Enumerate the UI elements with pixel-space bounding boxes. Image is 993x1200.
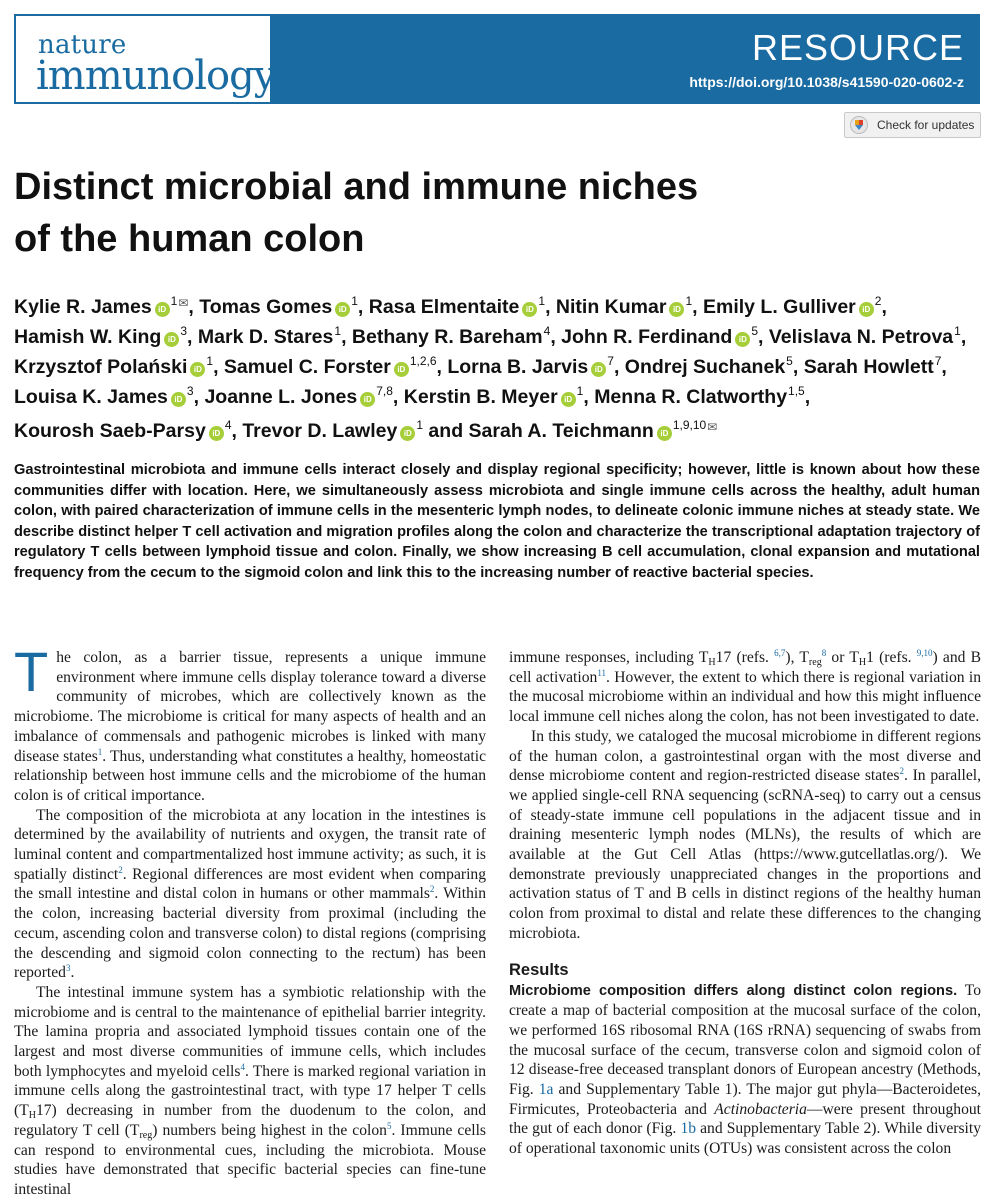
orcid-icon[interactable]: iD: [561, 392, 576, 407]
author-name: Lorna B. Jarvis: [447, 356, 589, 378]
paragraph-immune-system: The intestinal immune system has a symbiotic relationship with the microbiome and is central to the maintenance of epithelial barrier integrity. The lamina propria and associated lymphoid tissues contain one of the largest and most diverse communities of immune cells, which includes both lymphocytes and myeloid cells$^4$. There is marked regional variation in immune cells along the gastrointestinal tract, with type 17 helper T cells $(T_H17)$ decreasing in number from the duodenum to the colon, and regulatory T cell $(T_{reg})$ numbers being highest in the colon$^5$. Immune cells can respond to environmental cues, including the microbiota. Mouse studies have demonstrated that specific bacterial species can fine-tune intestinal: [14, 983, 486, 1198]
affiliation-number: 4: [543, 324, 551, 338]
orcid-icon[interactable]: iD: [591, 362, 606, 377]
paragraph-microbiome-composition: Microbiome composition differs along distinct colon regions. To create a map of bacterial composition at the mucosal surface of the colon, we performed 16S ribosomal RNA (16S rRNA) sequencing of swabs from the mucosal surface of the cecum, transverse colon and sigmoid colon of 12 disease-free deceased transplant donors of European ancestry (Methods, Fig. 1a and Supplementary Table 1). The major gut phyla—Bacteroidetes, Firmicutes, Proteobacteria and Actinobacteria—were present throughout the gut of each donor (Fig. 1b and Supplementary Table 2). While diversity of operational taxonomic units (OTUs) was consistent across the colon: [509, 981, 982, 1158]
author-name: Sarah A. Teichmann: [468, 420, 654, 442]
orcid-icon[interactable]: iD: [164, 332, 179, 347]
orcid-icon[interactable]: iD: [155, 302, 170, 317]
author[interactable]: [198, 326, 347, 348]
orcid-icon[interactable]: iD: [171, 392, 186, 407]
author-name: Tomas Gomes: [199, 296, 333, 318]
affiliation-number: 4: [224, 418, 232, 432]
affiliation-number: 7,8: [376, 384, 393, 398]
author-separator: ,: [881, 296, 887, 318]
author-separator: ,: [960, 326, 967, 348]
author[interactable]: [594, 386, 810, 408]
author-name: Kylie R. James: [14, 296, 152, 318]
author[interactable]: [14, 296, 194, 318]
journal-banner: [14, 14, 980, 104]
orcid-icon[interactable]: iD: [190, 362, 205, 377]
affiliation-number: 1: [416, 418, 424, 432]
affiliation-number: 5: [751, 324, 759, 338]
author-separator: ,: [692, 296, 698, 318]
gut-cell-atlas-link[interactable]: https://www.gutcellatlas.org/: [759, 846, 939, 864]
author-separator: and: [423, 420, 464, 442]
author-name: Ondrej Suchanek: [624, 356, 786, 378]
reference-link[interactable]: 6,7: [774, 648, 786, 658]
drop-cap: T: [14, 640, 49, 703]
author-name: Joanne L. Jones: [204, 386, 358, 408]
orcid-icon[interactable]: iD: [360, 392, 375, 407]
crossmark-icon: [850, 116, 868, 134]
author[interactable]: [556, 296, 698, 318]
article-title: [14, 161, 814, 265]
affiliation-number: 1: [170, 294, 178, 308]
affiliation-number: 1: [334, 324, 342, 338]
check-for-updates-button[interactable]: [844, 112, 981, 138]
orcid-icon[interactable]: iD: [209, 426, 224, 441]
paragraph-this-study: In this study, we cataloged the mucosal microbiome in different regions of the human colon, a gastrointestinal organ with the most diverse and dense microbiome content and region-restricted disease states$^2$. In parallel, we applied single-cell RNA sequencing (scRNA-seq) to carry out a census of steady-state immune cell populations in the adjacent tissue and in draining mesenteric lymph nodes (MLNs), the results of which are available at the Gut Cell Atlas (https://www.gutcellatlas.org/). We demonstrate previously unappreciated changes in the proportions and activation status of T and B cells in distinct regions of the healthy human colon from proximal to distal and relate these differences to the changing microbiota.: [509, 727, 981, 942]
reference-link[interactable]: 2: [899, 766, 904, 777]
affiliation-number: 1: [685, 294, 693, 308]
affiliation-number: 1: [576, 384, 584, 398]
author-separator: ,: [758, 326, 764, 348]
author-separator: ,: [193, 386, 200, 408]
reference-link[interactable]: 5: [386, 1120, 392, 1131]
orcid-icon[interactable]: iD: [394, 362, 409, 377]
author[interactable]: [769, 326, 966, 348]
orcid-icon[interactable]: iD: [522, 302, 537, 317]
author-separator: ,: [613, 356, 620, 378]
body-column-right: [509, 648, 981, 1159]
orcid-icon[interactable]: iD: [669, 302, 684, 317]
reference-link[interactable]: 2: [118, 864, 123, 875]
author-separator: ,: [436, 356, 442, 378]
orcid-icon[interactable]: iD: [735, 332, 750, 347]
author[interactable]: [703, 296, 887, 318]
subsection-heading: Microbiome composition differs along distinct colon regions.: [509, 982, 958, 999]
affiliation-number: 3: [186, 384, 194, 398]
reference-link[interactable]: 8: [821, 648, 827, 658]
logo-immunology-text: immunology: [36, 53, 276, 99]
author[interactable]: [204, 386, 398, 408]
author-name: Hamish W. King: [14, 326, 162, 348]
author[interactable]: [242, 420, 463, 442]
author-name: Emily L. Gulliver: [702, 296, 856, 318]
author-separator: ,: [941, 356, 947, 378]
author-separator: ,: [583, 386, 589, 408]
author-separator: ,: [392, 386, 399, 408]
author-name: John R. Ferdinand: [561, 326, 733, 348]
author-separator: ,: [545, 296, 551, 318]
reference-link[interactable]: 1: [97, 746, 103, 757]
envelope-icon[interactable]: ✉: [707, 420, 718, 434]
journal-logo[interactable]: [16, 16, 276, 102]
author-name: Velislava N. Petrova: [768, 326, 954, 348]
author-name: Bethany R. Bareham: [351, 326, 543, 348]
figure-link[interactable]: 1a: [538, 1081, 554, 1099]
author[interactable]: [404, 386, 589, 408]
author-name: Kourosh Saeb-Parsy: [14, 420, 206, 442]
reference-link[interactable]: 9,10: [916, 648, 933, 658]
abstract: Gastrointestinal microbiota and immune cells interact closely and display regional specificity; however, little is known about how these communities differ with location. Here, we simultaneously assess microbiota and single immune cells across the healthy, adult human colon, with paired characterization of immune cells in the mesenteric lymph nodes, to delineate colonic immune niches at steady state. We describe distinct helper T cell activation and migration profiles along the colon and characterize the transcriptional adaptation trajectory of regulatory T cells between lymphoid tissue and colon. Finally, we show increasing B cell accumulation, clonal expansion and mutational frequency from the cecum to the sigmoid colon and link this to the increasing number of reactive bacterial species.: [14, 462, 980, 581]
affiliation-number: 1: [538, 294, 546, 308]
author-separator: ,: [188, 296, 194, 318]
paragraph-continued: immune responses, including $T_H17$ (refs. $^{6,7}$), $T_{reg}^8$ or $T_H1$ (refs. $^{9,10}$) and B cell activation$^{11}$. However, the extent to which there is regional variation in the mucosal microbiome within an individual and how this might influence local immune cell niches along the colon, has not been investigated to date.: [509, 648, 982, 726]
title-line-2: of the human colon: [14, 218, 365, 260]
envelope-icon[interactable]: ✉: [178, 296, 189, 310]
author-name: Krzysztof Polański: [14, 356, 188, 378]
author-separator: ,: [550, 326, 556, 348]
author-separator: ,: [341, 326, 347, 348]
doi-link[interactable]: https://doi.org/10.1038/s41590-020-0602-z: [689, 74, 964, 90]
figure-link[interactable]: 1b: [680, 1120, 697, 1138]
author-separator: ,: [213, 356, 219, 378]
author-name: Rasa Elmentaite: [368, 296, 520, 318]
author-name: Kerstin B. Meyer: [403, 386, 558, 408]
author[interactable]: [804, 356, 947, 378]
author[interactable]: [14, 356, 219, 378]
author-name: Nitin Kumar: [555, 296, 667, 318]
affiliation-number: 1,9,10: [672, 418, 707, 432]
orcid-icon[interactable]: iD: [400, 426, 415, 441]
affiliation-number: 1,2,6: [409, 354, 437, 368]
author-name: Sarah Howlett: [803, 356, 934, 378]
affiliation-number: 7: [607, 354, 614, 368]
results-heading: Results: [509, 960, 569, 979]
author[interactable]: [561, 326, 763, 348]
orcid-icon[interactable]: iD: [657, 426, 672, 441]
article-type: RESOURCE: [751, 27, 964, 68]
paragraph-composition: The composition of the microbiota at any location in the intestines is determined by the availability of nutrients and oxygen, the transit rate of luminal content and compartmentalized host immune activity; as such, it is spatially distinct$^2$. Regional differences are most evident when comparing the small intestine and distal colon in humans or other mammals$^2$. Within the colon, increasing bacterial diversity from proximal (including the cecum, ascending colon and transverse colon) to distal regions (comprising the descending and sigmoid colon connecting to the rectum) has been reported$^3$.: [14, 806, 486, 982]
author-separator: ,: [187, 326, 193, 348]
author[interactable]: [447, 356, 619, 378]
affiliation-number: 3: [180, 324, 188, 338]
check-for-updates-label: Check for updates: [877, 118, 975, 132]
affiliation-number: 1: [954, 324, 961, 338]
affiliation-number: 7: [934, 354, 942, 368]
author-separator: ,: [804, 386, 811, 408]
orcid-icon[interactable]: iD: [335, 302, 350, 317]
author-name: Louisa K. James: [14, 386, 168, 408]
body-column-left: [14, 640, 486, 1200]
affiliation-number: 5: [786, 354, 793, 368]
author[interactable]: [224, 356, 442, 378]
author-name: Menna R. Clatworthy: [594, 386, 788, 408]
reference-link[interactable]: 2: [429, 884, 435, 895]
orcid-icon[interactable]: iD: [859, 302, 874, 317]
reference-link[interactable]: 3: [65, 963, 71, 974]
author[interactable]: [14, 420, 237, 442]
author-name: Mark D. Stares: [197, 326, 334, 348]
logo-nature-text: nature: [38, 30, 127, 60]
affiliation-number: 1: [351, 294, 358, 308]
author-separator: ,: [357, 296, 364, 318]
author[interactable]: [352, 326, 556, 348]
author[interactable]: [625, 356, 799, 378]
reference-link[interactable]: 11: [597, 667, 606, 678]
author-name: Trevor D. Lawley: [242, 420, 398, 442]
author[interactable]: [14, 326, 192, 348]
author[interactable]: [469, 420, 718, 442]
author-separator: ,: [792, 356, 799, 378]
paragraph-intro: The colon, as a barrier tissue, represents a unique immune environment where immune cells display tolerance toward a diverse community of microbes, which are collectively known as the microbiome. The microbiome is critical for many aspects of health and an imbalance of commensals and pathogenic microbes is linked with many disease states$^1$. Thus, understanding what constitutes a healthy, homeostatic relationship between host immune cells and the microbiome of the human colon is of critical importance.: [14, 640, 486, 804]
author-list: [14, 288, 974, 446]
author-name: Samuel C. Forster: [223, 356, 391, 378]
author[interactable]: [14, 386, 199, 408]
title-line-1: Distinct microbial and immune niches: [14, 166, 699, 208]
affiliation-number: 2: [874, 294, 882, 308]
author[interactable]: [199, 296, 363, 318]
reference-link[interactable]: 4: [240, 1061, 245, 1072]
author-separator: ,: [231, 420, 237, 442]
affiliation-number: 1,5: [788, 384, 805, 398]
author[interactable]: [369, 296, 551, 318]
affiliation-number: 1: [206, 354, 214, 368]
